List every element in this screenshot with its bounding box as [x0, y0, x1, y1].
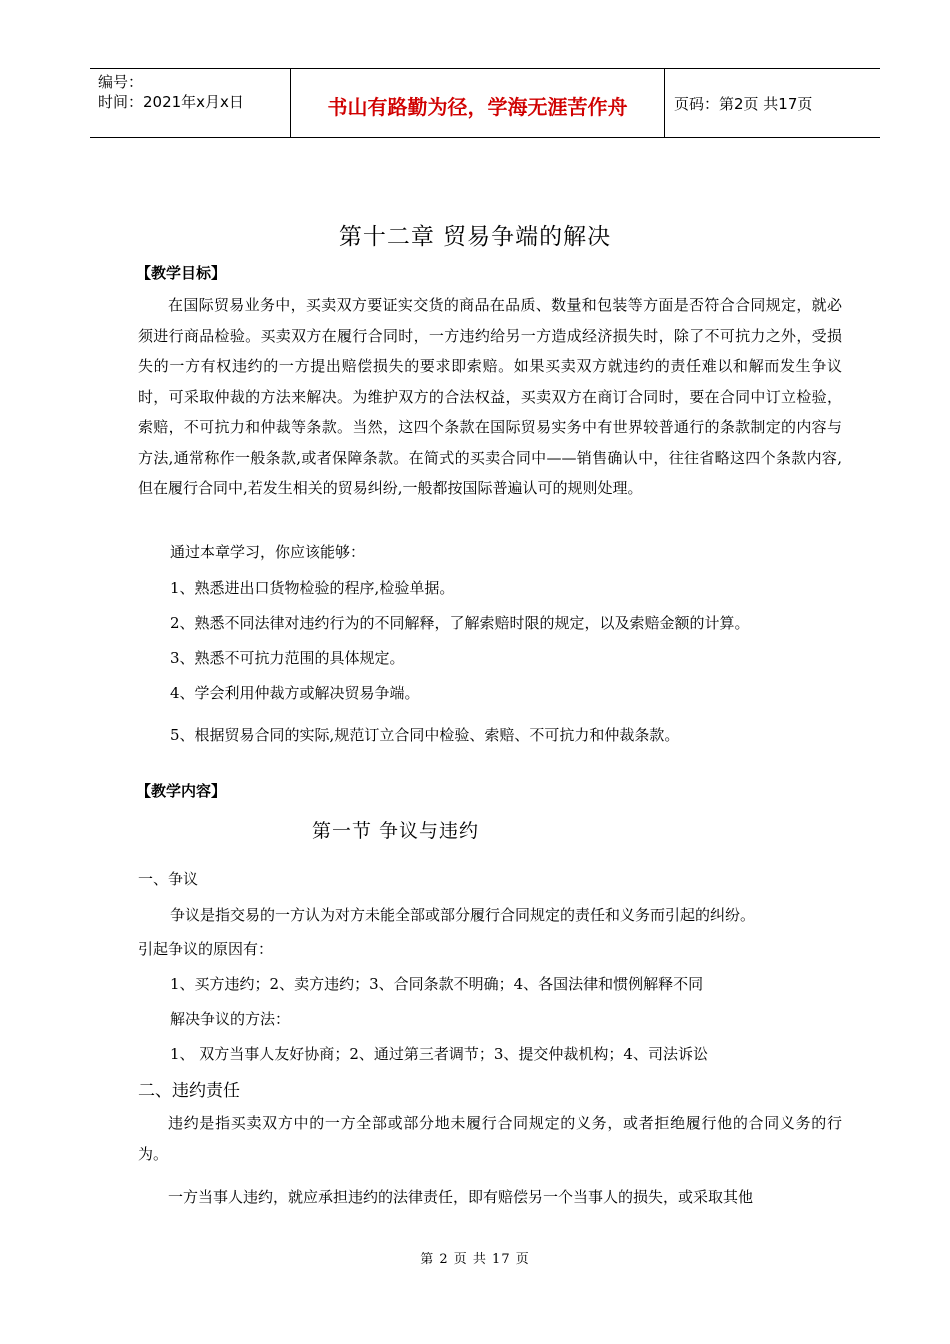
document-time-label: 时间：2021年x月x日 — [98, 93, 244, 111]
dispute-causes-intro: 引起争议的原因有： — [138, 940, 274, 958]
breach-liability: 一方当事人违约，就应承担违约的法律责任，即有赔偿另一个当事人的损失，或采取其他 — [168, 1188, 754, 1206]
objective-item: 1、熟悉进出口货物检验的程序,检验单据。 — [170, 579, 455, 597]
content-label: 【教学内容】 — [136, 782, 227, 800]
objective-item: 5、根据贸易合同的实际,规范订立合同中检验、索赔、不可抗力和仲裁条款。 — [170, 726, 680, 744]
page-footer: 第 2 页 共 17 页 — [420, 1252, 530, 1267]
document-number-label: 编号： — [98, 73, 144, 91]
breach-heading: 二、违约责任 — [138, 1081, 240, 1101]
header-page-number: 页码：第2页 共17页 — [674, 95, 813, 113]
objective-item: 4、学会利用仲裁方或解决贸易争端。 — [170, 684, 420, 702]
document-header — [90, 68, 880, 138]
dispute-definition: 争议是指交易的一方认为对方未能全部或部分履行合同规定的责任和义务而引起的纠纷。 — [170, 906, 756, 924]
dispute-methods: 1、 双方当事人友好协商；2、通过第三者调节；3、提交仲裁机构；4、司法诉讼 — [170, 1045, 708, 1063]
dispute-methods-intro: 解决争议的方法： — [170, 1010, 291, 1028]
header-left-cell — [90, 69, 290, 137]
dispute-causes: 1、买方违约；2、卖方违约；3、合同条款不明确；4、各国法律和惯例解释不同 — [170, 975, 704, 993]
section-title: 第一节 争议与违约 — [312, 820, 480, 842]
objective-item: 3、熟悉不可抗力范围的具体规定。 — [170, 649, 405, 667]
header-motto: 书山有路勤为径，学海无涯苦作舟 — [327, 95, 628, 119]
chapter-title: 第十二章 贸易争端的解决 — [338, 224, 612, 250]
breach-definition: 违约是指买卖双方中的一方全部或部分地未履行合同规定的义务，或者拒绝履行他的合同义务的行为。 — [138, 1114, 842, 1163]
header-right-cell — [664, 69, 880, 137]
dispute-heading: 一、争议 — [138, 870, 199, 888]
objectives-paragraph: 在国际贸易业务中，买卖双方要证实交货的商品在品质、数量和包装等方面是否符合合同规定，就必须进行商品检验。买卖双方在履行合同时，一方违约给另一方造成经济损失时，除了不可抗力之外，受损失的一方有权违约的一方提出赔偿损失的要求即索赔。如果买卖双方就违约的责任难以和解而发生争议时，可采取仲裁的方法来解决。为维护双方的合法权益，买卖双方在商订合同时，要在合同中订立检验，索赔，不可抗力和仲裁等条款。当然，这四个条款在国际贸易实务中有世界较普通行的条款制定的内容与方法,通常称作一般条款,或者保障条款。在简式的买卖合同中——销售确认中，往往省略这四个条款内容,但在履行合同中,若发生相关的贸易纠纷,一般都按国际普遍认可的规则处理。 — [138, 296, 842, 497]
objectives-label: 【教学目标】 — [136, 264, 227, 282]
objective-item: 2、熟悉不同法律对违约行为的不同解释，了解索赔时限的规定，以及索赔金额的计算。 — [170, 614, 750, 632]
header-motto-cell — [290, 69, 665, 137]
objectives-intro: 通过本章学习，你应该能够： — [170, 543, 366, 561]
